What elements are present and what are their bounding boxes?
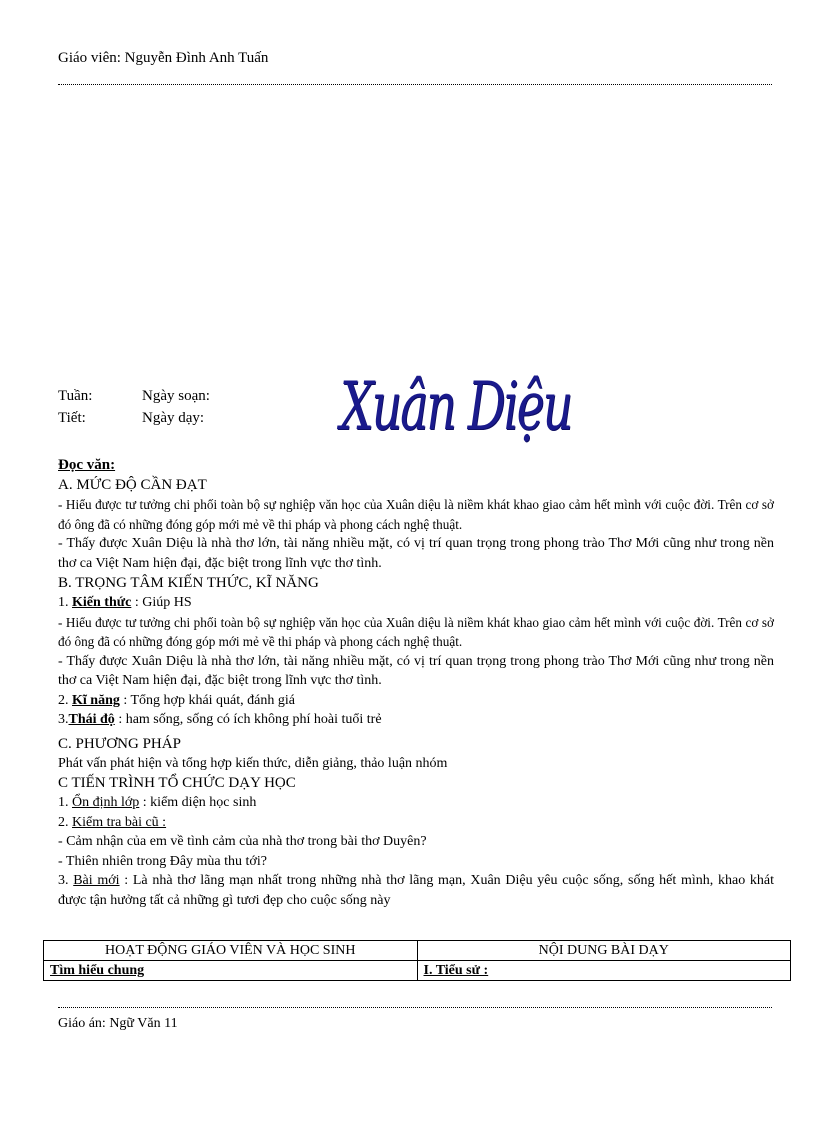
- lesson-body: [58, 455, 774, 910]
- table-header-row: [44, 941, 791, 961]
- week-label: Tuần:: [58, 388, 93, 404]
- prep-date-label: Ngày soạn:: [142, 388, 210, 404]
- table-header-activities: HOẠT ĐỘNG GIÁO VIÊN VÀ HỌC SINH: [44, 941, 418, 961]
- section-a-paragraph-2: - Thấy được Xuân Diệu là nhà thơ lớn, tài năng nhiều mặt, có vị trí quan trọng trong phong trào Thơ Mới cũng như trong nền thơ ca Việt Nam hiện đại, đặc biệt trong lĩnh vực thơ tình.: [58, 536, 774, 571]
- knowledge-line: 1. Kiến thức : Giúp HS: [58, 595, 192, 610]
- teach-date-label: Ngày dạy:: [142, 410, 205, 426]
- method-line: Phát vấn phát hiện và tổng hợp kiến thức, diễn giảng, thảo luận nhóm: [58, 755, 448, 771]
- new-lesson-line: 3. Bài mới : Là nhà thơ lãng mạn nhất trong những nhà thơ lãng mạn, Xuân Diệu yêu cuộc sống, sống hết mình, khao khát được tận hưởng tất cả những gì tươi đẹp cho cuộc sống này: [58, 873, 775, 908]
- skills-line: 2. Kĩ năng : Tổng hợp khái quát, đánh giá: [58, 692, 295, 708]
- header-divider: [58, 84, 772, 85]
- section-b-heading: B. TRỌNG TÂM KIẾN THỨC, KĨ NĂNG: [58, 575, 319, 591]
- title-wordart: Xuân Diệu: [340, 368, 572, 445]
- section-c-heading: C. PHƯƠNG PHÁP: [58, 735, 181, 752]
- header-teacher: Giáo viên: Nguyễn Đình Anh Tuấn: [58, 50, 269, 66]
- section-d-heading: C TIẾN TRÌNH TỔ CHỨC DẠY HỌC: [58, 775, 296, 791]
- review-question-2: - Thiên nhiên trong Đây mùa thu tới?: [58, 853, 267, 869]
- table-cell-general: Tìm hiểu chung: [44, 961, 418, 981]
- period-label: Tiết:: [58, 410, 86, 426]
- class-order-line: 1. Ổn định lớp : kiểm diện học sinh: [58, 795, 257, 810]
- new-lesson-label: Bài mới: [73, 873, 120, 888]
- doc-van-heading: Đọc văn:: [58, 457, 116, 473]
- table-header-content: NỘI DUNG BÀI DẠY: [417, 941, 791, 961]
- section-b-paragraph-1: - Hiểu được tư tưởng chi phối toàn bộ sự nghiệp văn học của Xuân diệu là niềm khát khao giao cảm hết mình với cuộc đời. Trên cơ sở đó ông đã có những đóng góp mới mẻ về thi pháp và phong cách nghệ thuật.: [58, 614, 774, 649]
- review-question-1: - Cảm nhận của em về tình cảm của nhà thơ trong bài thơ Duyên?: [58, 834, 427, 849]
- attitude-line: 3.Thái độ : ham sống, sống có ích không phí hoài tuổi trẻ: [58, 712, 382, 727]
- class-order-label: Ổn định lớp: [72, 795, 140, 810]
- footer-divider: [58, 1007, 772, 1008]
- section-a-heading: A. MỨC ĐỘ CẦN ĐẠT: [58, 477, 207, 493]
- knowledge-label: Kiến thức: [72, 595, 132, 610]
- section-a-paragraph-1: - Hiểu được tư tưởng chi phối toàn bộ sự nghiệp văn học của Xuân diệu là niềm khát khao giao cảm hết mình với cuộc đời. Trên cơ sở đó ông đã có những đóng góp mới mẻ về thi pháp và phong cách nghệ thuật.: [58, 497, 774, 532]
- section-b-paragraph-2: - Thấy được Xuân Diệu là nhà thơ lớn, tài năng nhiều mặt, có vị trí quan trọng trong phong trào Thơ Mới cũng như trong nền thơ ca Việt Nam hiện đại, đặc biệt trong lĩnh vực thơ tình.: [58, 653, 774, 688]
- attitude-label: Thái độ: [68, 712, 115, 727]
- footer-text: Giáo án: Ngữ Văn 11: [58, 1016, 178, 1031]
- table-row: [44, 961, 791, 981]
- review-line: 2. Kiểm tra bài cũ :: [58, 814, 167, 830]
- skills-label: Kĩ năng: [72, 692, 120, 708]
- lesson-plan-table: [43, 940, 791, 981]
- table-cell-biography: I. Tiểu sử :: [417, 961, 791, 981]
- review-label: Kiểm tra bài cũ :: [72, 814, 167, 830]
